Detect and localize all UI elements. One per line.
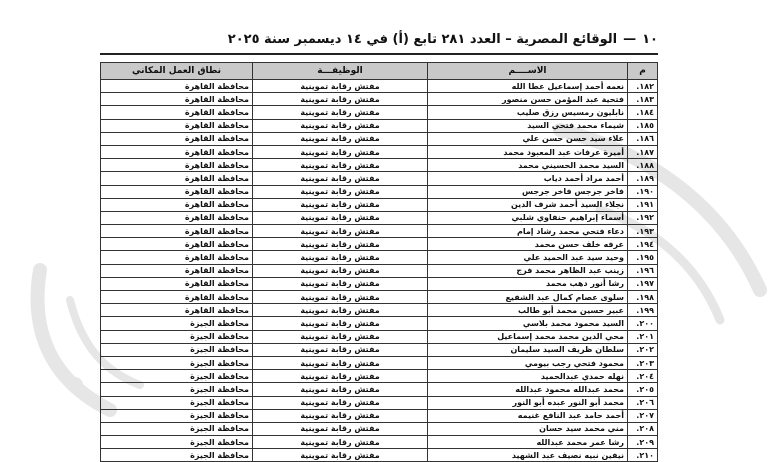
row-scope: محافظة القاهرة: [101, 277, 253, 290]
row-job: مفتش رقابة تموينية: [253, 145, 428, 158]
table-row: [101, 370, 658, 383]
row-name: فاخر جرجس فاخر جرجس: [428, 185, 628, 198]
table-row: [101, 211, 658, 224]
row-name: نهله حمدي عبدالحميد: [428, 370, 628, 383]
row-job: مفتش رقابة تموينية: [253, 396, 428, 409]
row-name: نابليون رمسيس رزق صليب: [428, 106, 628, 119]
row-number: ١٩٤.: [628, 238, 658, 251]
column-header-name: الاســــم: [428, 63, 628, 80]
row-number: ٢٠٥.: [628, 383, 658, 396]
row-scope: محافظة القاهرة: [101, 106, 253, 119]
row-job: مفتش رقابة تموينية: [253, 132, 428, 145]
row-job: مفتش رقابة تموينية: [253, 409, 428, 422]
row-number: ١٩٩.: [628, 304, 658, 317]
row-name: رشا عمر محمد عبدالله: [428, 436, 628, 449]
table-row: [101, 277, 658, 290]
row-number: ٢٠٢.: [628, 343, 658, 356]
row-name: محمد عبدالله محمود عبدالله: [428, 383, 628, 396]
row-scope: محافظة الجيزة: [101, 356, 253, 369]
row-number: ١٩٢.: [628, 211, 658, 224]
row-job: مفتش رقابة تموينية: [253, 277, 428, 290]
header-rule: [100, 53, 658, 55]
row-job: مفتش رقابة تموينية: [253, 251, 428, 264]
row-number: ١٩٨.: [628, 291, 658, 304]
row-job: مفتش رقابة تموينية: [253, 119, 428, 132]
table-row: [101, 119, 658, 132]
row-scope: محافظة القاهرة: [101, 225, 253, 238]
row-scope: محافظة الجيزة: [101, 330, 253, 343]
row-number: ١٨٥.: [628, 119, 658, 132]
table-row: [101, 172, 658, 185]
table-row: [101, 422, 658, 435]
page-header: [100, 30, 658, 50]
table-row: [101, 106, 658, 119]
row-job: مفتش رقابة تموينية: [253, 264, 428, 277]
row-name: محي الدين محمد محمد إسماعيل: [428, 330, 628, 343]
row-number: ١٩٧.: [628, 277, 658, 290]
row-scope: محافظة القاهرة: [101, 198, 253, 211]
row-scope: محافظة الجيزة: [101, 449, 253, 462]
table-row: [101, 132, 658, 145]
row-name: مني محمد سيد حسان: [428, 422, 628, 435]
row-name: سلطان ظريف السيد سليمان: [428, 343, 628, 356]
table-row: [101, 80, 658, 93]
row-scope: محافظة القاهرة: [101, 264, 253, 277]
row-job: مفتش رقابة تموينية: [253, 185, 428, 198]
row-job: مفتش رقابة تموينية: [253, 343, 428, 356]
row-number: ٢٠٤.: [628, 370, 658, 383]
row-name: رشا أنور دهب محمد: [428, 277, 628, 290]
row-job: مفتش رقابة تموينية: [253, 159, 428, 172]
row-name: نيفين نبيه نصيف عبد الشهيد: [428, 449, 628, 462]
table-row: [101, 145, 658, 158]
row-number: ١٩١.: [628, 198, 658, 211]
gazette-title: الوقائع المصرية – العدد ٢٨١ تابع (أ) في ١٤ ديسمبر سنة ٢٠٢٥: [227, 32, 618, 47]
row-job: مفتش رقابة تموينية: [253, 317, 428, 330]
row-number: ٢٠٧.: [628, 409, 658, 422]
table-row: [101, 159, 658, 172]
row-job: مفتش رقابة تموينية: [253, 356, 428, 369]
row-name: أميرة عرفات عبد المعبود محمد: [428, 145, 628, 158]
row-number: ٢٠٦.: [628, 396, 658, 409]
column-header-scope: نطاق العمل المكاني: [101, 63, 253, 80]
row-job: مفتش رقابة تموينية: [253, 436, 428, 449]
table-row: [101, 409, 658, 422]
row-number: ٢٠٩.: [628, 436, 658, 449]
row-job: مفتش رقابة تموينية: [253, 198, 428, 211]
table-row: [101, 304, 658, 317]
row-scope: محافظة الجيزة: [101, 396, 253, 409]
inspectors-table: [100, 62, 658, 462]
row-number: ١٩٠.: [628, 185, 658, 198]
row-scope: محافظة القاهرة: [101, 211, 253, 224]
row-number: ١٨٢.: [628, 80, 658, 93]
row-job: مفتش رقابة تموينية: [253, 80, 428, 93]
row-scope: محافظة القاهرة: [101, 132, 253, 145]
row-name: محمود فتحي رجب بيومي: [428, 356, 628, 369]
table-header-row: [101, 63, 658, 80]
header-separator: —: [623, 32, 637, 47]
row-job: مفتش رقابة تموينية: [253, 93, 428, 106]
table-row: [101, 396, 658, 409]
row-name: فتحية عبد المؤمن حسن منصور: [428, 93, 628, 106]
row-job: مفتش رقابة تموينية: [253, 370, 428, 383]
row-name: أحمد مراد أحمد دياب: [428, 172, 628, 185]
row-scope: محافظة القاهرة: [101, 93, 253, 106]
table-row: [101, 383, 658, 396]
table-row: [101, 251, 658, 264]
row-scope: محافظة القاهرة: [101, 238, 253, 251]
row-job: مفتش رقابة تموينية: [253, 330, 428, 343]
row-job: مفتش رقابة تموينية: [253, 172, 428, 185]
page-number: ١٠: [642, 32, 658, 47]
row-number: ٢١٠.: [628, 449, 658, 462]
row-job: مفتش رقابة تموينية: [253, 106, 428, 119]
column-header-job: الوظيفـــة: [253, 63, 428, 80]
row-scope: محافظة القاهرة: [101, 172, 253, 185]
row-scope: محافظة الجيزة: [101, 317, 253, 330]
row-job: مفتش رقابة تموينية: [253, 238, 428, 251]
row-number: ٢٠٨.: [628, 422, 658, 435]
table-row: [101, 330, 658, 343]
row-scope: محافظة القاهرة: [101, 185, 253, 198]
row-scope: محافظة الجيزة: [101, 370, 253, 383]
table-body: [101, 80, 658, 462]
row-scope: محافظة القاهرة: [101, 145, 253, 158]
row-scope: محافظة الجيزة: [101, 409, 253, 422]
row-number: ١٨٤.: [628, 106, 658, 119]
table-row: [101, 436, 658, 449]
row-name: وحيد سيد عبد الحميد علي: [428, 251, 628, 264]
row-name: علاء سيد حسن حسن علي: [428, 132, 628, 145]
row-name: شيماء محمد فتحي السيد: [428, 119, 628, 132]
row-name: أحمد حامد عبد النافع غنيمه: [428, 409, 628, 422]
row-name: دعاء فتحي محمد رشاد إمام: [428, 225, 628, 238]
row-number: ٢٠١.: [628, 330, 658, 343]
table-row: [101, 356, 658, 369]
row-number: ١٩٣.: [628, 225, 658, 238]
row-scope: محافظة القاهرة: [101, 119, 253, 132]
row-name: سلوى عصام كمال عبد الشفيع: [428, 291, 628, 304]
row-scope: محافظة القاهرة: [101, 304, 253, 317]
table-row: [101, 225, 658, 238]
row-job: مفتش رقابة تموينية: [253, 383, 428, 396]
row-scope: محافظة القاهرة: [101, 291, 253, 304]
row-job: مفتش رقابة تموينية: [253, 449, 428, 462]
row-name: عبير حسين محمد أبو طالب: [428, 304, 628, 317]
row-job: مفتش رقابة تموينية: [253, 225, 428, 238]
row-number: ١٨٧.: [628, 145, 658, 158]
row-scope: محافظة الجيزة: [101, 383, 253, 396]
table-row: [101, 238, 658, 251]
row-scope: محافظة الجيزة: [101, 343, 253, 356]
row-job: مفتش رقابة تموينية: [253, 291, 428, 304]
row-scope: محافظة الجيزة: [101, 436, 253, 449]
row-scope: محافظة القاهرة: [101, 80, 253, 93]
row-number: ٢٠٣.: [628, 356, 658, 369]
row-number: ١٨٣.: [628, 93, 658, 106]
table-row: [101, 198, 658, 211]
row-number: ١٨٦.: [628, 132, 658, 145]
row-name: أسماء إبراهيم حنفاوي شلبي: [428, 211, 628, 224]
row-job: مفتش رقابة تموينية: [253, 304, 428, 317]
table-row: [101, 317, 658, 330]
table-row: [101, 291, 658, 304]
row-number: ١٨٩.: [628, 172, 658, 185]
column-header-number: م: [628, 63, 658, 80]
row-name: نعمه أحمد إسماعيل عطا الله: [428, 80, 628, 93]
table-row: [101, 264, 658, 277]
row-name: محمد أبو النور عبده أبو النور: [428, 396, 628, 409]
table-row: [101, 343, 658, 356]
row-name: نجلاء السيد أحمد شرف الدين: [428, 198, 628, 211]
row-number: ١٩٥.: [628, 251, 658, 264]
row-name: السيد محمد الحسيني محمد: [428, 159, 628, 172]
table-row: [101, 93, 658, 106]
row-name: عرفه خلف حسن محمد: [428, 238, 628, 251]
row-number: ٢٠٠.: [628, 317, 658, 330]
table-row: [101, 185, 658, 198]
row-job: مفتش رقابة تموينية: [253, 422, 428, 435]
row-job: مفتش رقابة تموينية: [253, 211, 428, 224]
row-name: السيد محمود محمد بلاسي: [428, 317, 628, 330]
row-number: ١٨٨.: [628, 159, 658, 172]
row-scope: محافظة الجيزة: [101, 422, 253, 435]
row-scope: محافظة القاهرة: [101, 159, 253, 172]
table-row: [101, 449, 658, 462]
row-name: زينب عبد الظاهر محمد فرج: [428, 264, 628, 277]
row-number: ١٩٦.: [628, 264, 658, 277]
row-scope: محافظة القاهرة: [101, 251, 253, 264]
